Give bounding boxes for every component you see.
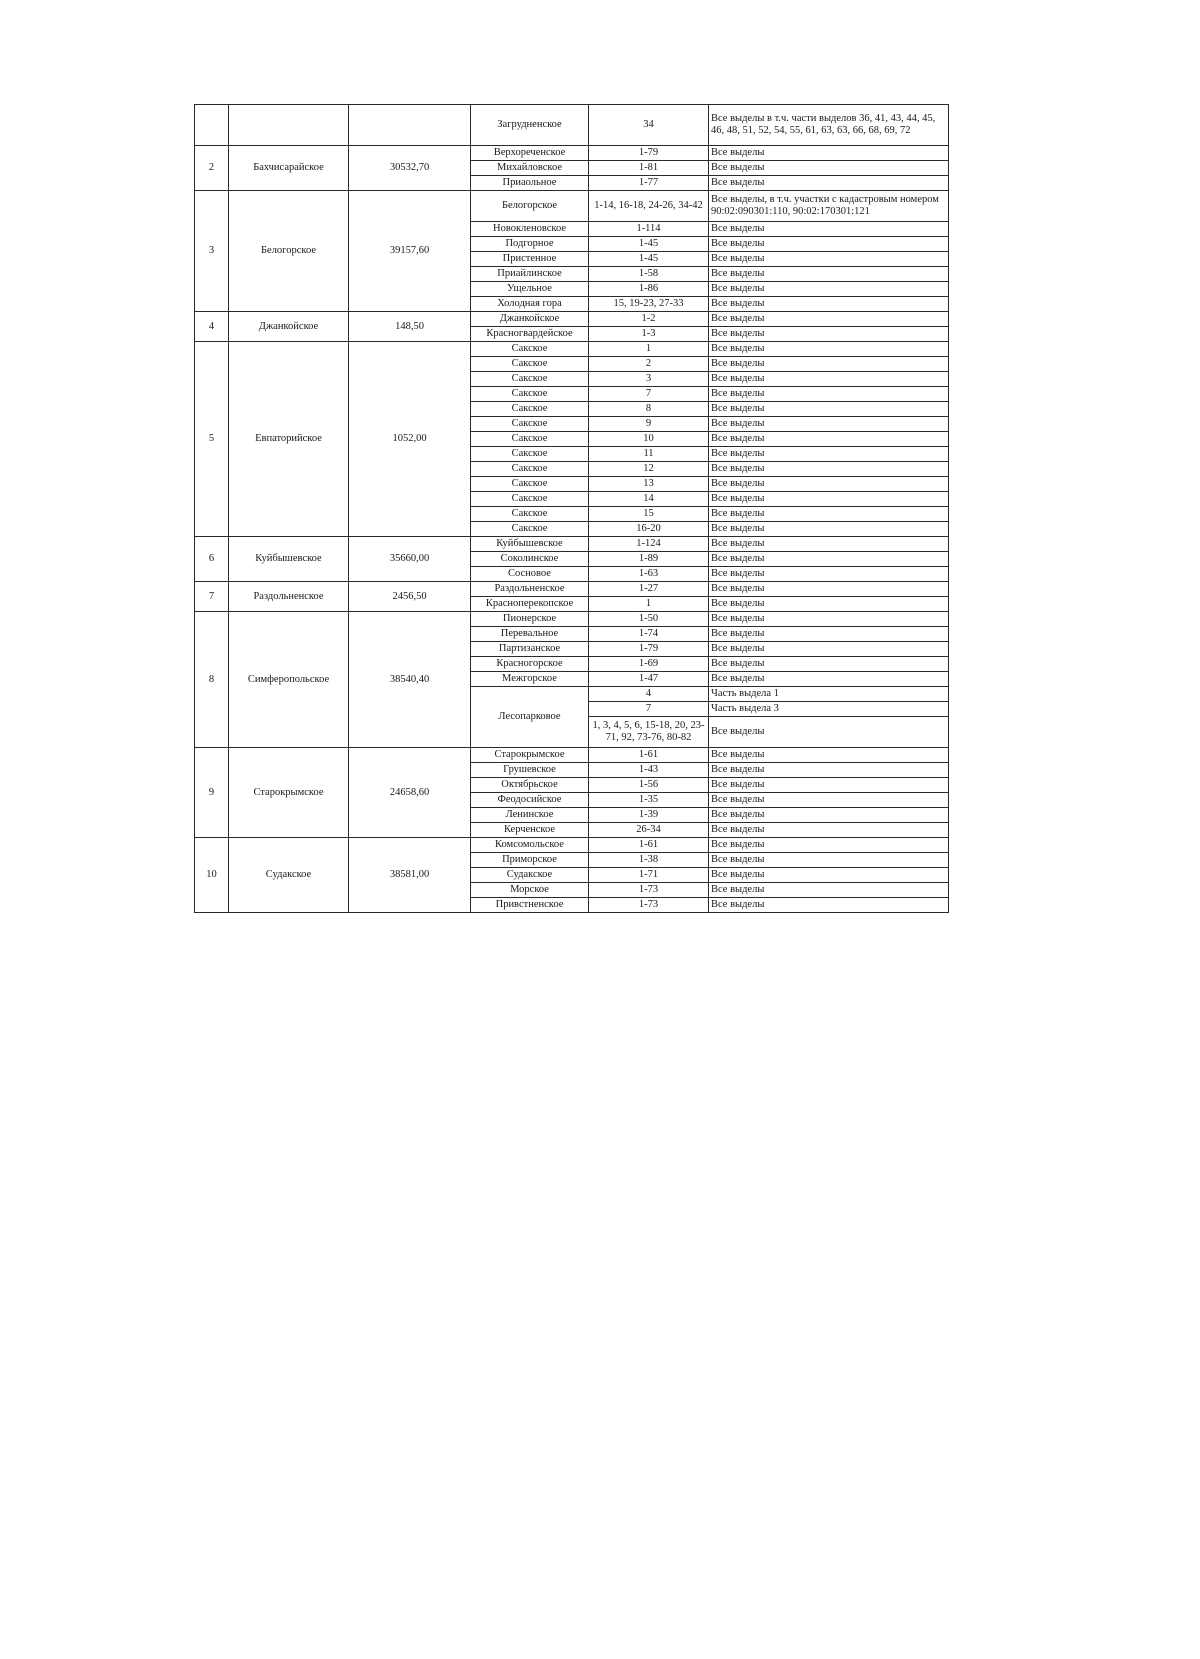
sections: Все выделы <box>709 282 949 297</box>
sections: Все выделы <box>709 672 949 687</box>
district-name: Судакское <box>229 838 349 913</box>
forestry-name: Холодная гора <box>471 297 589 312</box>
block-numbers: 11 <box>589 447 709 462</box>
forestry-name: Сосновое <box>471 567 589 582</box>
block-numbers: 1-39 <box>589 808 709 823</box>
sections: Все выделы <box>709 657 949 672</box>
sections: Все выделы <box>709 642 949 657</box>
forestry-name: Куйбышевское <box>471 537 589 552</box>
forestry-name: Краснoперекопское <box>471 597 589 612</box>
table-row <box>195 612 949 627</box>
sections: Все выделы <box>709 342 949 357</box>
forestry-name: Феодосийское <box>471 793 589 808</box>
sections: Все выделы <box>709 507 949 522</box>
sections: Все выделы <box>709 763 949 778</box>
district-area <box>349 105 471 146</box>
district-area: 148,50 <box>349 312 471 342</box>
district-area: 2456,50 <box>349 582 471 612</box>
forestry-name: Ущельное <box>471 282 589 297</box>
forestry-name: Новокленовское <box>471 222 589 237</box>
sections: Часть выдела 3 <box>709 702 949 717</box>
block-numbers: 1-77 <box>589 176 709 191</box>
forestry-name: Судакское <box>471 868 589 883</box>
table-row <box>195 838 949 853</box>
table-row <box>195 342 949 357</box>
block-numbers: 1, 3, 4, 5, 6, 15-18, 20, 23-71, 92, 73-76, 80-82 <box>589 717 709 748</box>
sections: Все выделы <box>709 267 949 282</box>
block-numbers: 1-61 <box>589 748 709 763</box>
district-area: 39157,60 <box>349 191 471 312</box>
block-numbers: 1-73 <box>589 883 709 898</box>
table-row <box>195 146 949 161</box>
sections: Все выделы <box>709 432 949 447</box>
forestry-name: Пионерское <box>471 612 589 627</box>
district-number: 3 <box>195 191 229 312</box>
forestry-name: Белогорское <box>471 191 589 222</box>
block-numbers: 1-79 <box>589 146 709 161</box>
table-row <box>195 537 949 552</box>
forestry-name: Ленинское <box>471 808 589 823</box>
forestry-name: Сакское <box>471 372 589 387</box>
forestry-name: Сакское <box>471 522 589 537</box>
sections: Все выделы <box>709 522 949 537</box>
table-row <box>195 191 949 222</box>
district-number: 7 <box>195 582 229 612</box>
sections: Все выделы в т.ч. части выделов 36, 41, 43, 44, 45, 46, 48, 51, 52, 54, 55, 61, 63, 63, 66, 68, 69, 72 <box>709 105 949 146</box>
sections: Все выделы <box>709 312 949 327</box>
sections: Все выделы <box>709 252 949 267</box>
district-number: 6 <box>195 537 229 582</box>
sections: Все выделы <box>709 883 949 898</box>
forestry-name: Морское <box>471 883 589 898</box>
block-numbers: 1-114 <box>589 222 709 237</box>
block-numbers: 1-50 <box>589 612 709 627</box>
sections: Все выделы <box>709 222 949 237</box>
block-numbers: 8 <box>589 402 709 417</box>
forestry-name: Сакское <box>471 462 589 477</box>
block-numbers: 4 <box>589 687 709 702</box>
sections: Все выделы <box>709 297 949 312</box>
block-numbers: 1-47 <box>589 672 709 687</box>
district-number: 2 <box>195 146 229 191</box>
sections: Все выделы <box>709 793 949 808</box>
sections: Все выделы <box>709 627 949 642</box>
sections: Все выделы <box>709 417 949 432</box>
forestry-name: Пристенное <box>471 252 589 267</box>
block-numbers: 1-73 <box>589 898 709 913</box>
district-area: 38581,00 <box>349 838 471 913</box>
forestry-name: Сакское <box>471 507 589 522</box>
block-numbers: 1-56 <box>589 778 709 793</box>
forestry-name: Михайловское <box>471 161 589 176</box>
sections: Все выделы <box>709 582 949 597</box>
table-row <box>195 748 949 763</box>
forestry-name: Приайлинское <box>471 267 589 282</box>
forestry-name: Приморское <box>471 853 589 868</box>
block-numbers: 15, 19-23, 27-33 <box>589 297 709 312</box>
district-area: 35660,00 <box>349 537 471 582</box>
forestry-name: Лесопарковое <box>471 687 589 748</box>
forestry-name: Приаольное <box>471 176 589 191</box>
block-numbers: 1-38 <box>589 853 709 868</box>
forestry-name: Верхореченское <box>471 146 589 161</box>
forestry-name: Керченское <box>471 823 589 838</box>
table-row <box>195 582 949 597</box>
district-name: Симферопольское <box>229 612 349 748</box>
district-name: Белогорское <box>229 191 349 312</box>
block-numbers: 26-34 <box>589 823 709 838</box>
sections: Все выделы <box>709 537 949 552</box>
district-area: 30532,70 <box>349 146 471 191</box>
forestry-name: Красногвардейское <box>471 327 589 342</box>
block-numbers: 1-74 <box>589 627 709 642</box>
block-numbers: 1-58 <box>589 267 709 282</box>
block-numbers: 1-81 <box>589 161 709 176</box>
district-number: 10 <box>195 838 229 913</box>
district-name: Бахчисарайское <box>229 146 349 191</box>
district-number: 8 <box>195 612 229 748</box>
block-numbers: 2 <box>589 357 709 372</box>
sections: Все выделы <box>709 853 949 868</box>
block-numbers: 1-63 <box>589 567 709 582</box>
district-name: Старокрымское <box>229 748 349 838</box>
sections: Все выделы <box>709 898 949 913</box>
forestry-name: Соколинское <box>471 552 589 567</box>
sections: Все выделы <box>709 372 949 387</box>
table-row <box>195 105 949 146</box>
sections: Все выделы <box>709 462 949 477</box>
block-numbers: 1-45 <box>589 252 709 267</box>
district-area: 38540,40 <box>349 612 471 748</box>
district-area: 1052,00 <box>349 342 471 537</box>
sections: Все выделы <box>709 612 949 627</box>
sections: Все выделы <box>709 552 949 567</box>
district-name: Евпаторийское <box>229 342 349 537</box>
district-name: Джанкойское <box>229 312 349 342</box>
forestry-name: Сакское <box>471 492 589 507</box>
forestry-name: Подгорное <box>471 237 589 252</box>
sections: Все выделы <box>709 808 949 823</box>
district-number: 4 <box>195 312 229 342</box>
forestry-name: Сакское <box>471 402 589 417</box>
block-numbers: 1-61 <box>589 838 709 853</box>
forestry-name: Сакское <box>471 357 589 372</box>
sections: Все выделы <box>709 838 949 853</box>
sections: Все выделы <box>709 823 949 838</box>
sections: Все выделы, в т.ч. участки с кадастровым номером 90:02:090301:110, 90:02:170301:121 <box>709 191 949 222</box>
forestry-name: Межгорское <box>471 672 589 687</box>
sections: Все выделы <box>709 447 949 462</box>
sections: Все выделы <box>709 492 949 507</box>
block-numbers: 7 <box>589 702 709 717</box>
forestry-name: Грушевское <box>471 763 589 778</box>
sections: Все выделы <box>709 146 949 161</box>
table-body <box>195 105 949 913</box>
sections: Все выделы <box>709 161 949 176</box>
block-numbers: 1 <box>589 342 709 357</box>
forestry-name: Сакское <box>471 477 589 492</box>
sections: Все выделы <box>709 778 949 793</box>
block-numbers: 1-27 <box>589 582 709 597</box>
forestry-name: Перевальное <box>471 627 589 642</box>
forestry-name: Привстненское <box>471 898 589 913</box>
district-number: 9 <box>195 748 229 838</box>
block-numbers: 14 <box>589 492 709 507</box>
block-numbers: 12 <box>589 462 709 477</box>
block-numbers: 1-45 <box>589 237 709 252</box>
district-number <box>195 105 229 146</box>
forest-areas-table <box>194 104 949 913</box>
block-numbers: 1-69 <box>589 657 709 672</box>
block-numbers: 7 <box>589 387 709 402</box>
forestry-name: Старокрымское <box>471 748 589 763</box>
block-numbers: 1-35 <box>589 793 709 808</box>
sections: Все выделы <box>709 477 949 492</box>
block-numbers: 1-43 <box>589 763 709 778</box>
block-numbers: 1 <box>589 597 709 612</box>
block-numbers: 10 <box>589 432 709 447</box>
block-numbers: 15 <box>589 507 709 522</box>
sections: Часть выдела 1 <box>709 687 949 702</box>
block-numbers: 1-14, 16-18, 24-26, 34-42 <box>589 191 709 222</box>
block-numbers: 3 <box>589 372 709 387</box>
block-numbers: 1-89 <box>589 552 709 567</box>
sections: Все выделы <box>709 567 949 582</box>
forestry-name: Партизанское <box>471 642 589 657</box>
block-numbers: 34 <box>589 105 709 146</box>
block-numbers: 1-124 <box>589 537 709 552</box>
forestry-name: Джанкойское <box>471 312 589 327</box>
forestry-name: Загрудненское <box>471 105 589 146</box>
sections: Все выделы <box>709 717 949 748</box>
forestry-name: Комсомольское <box>471 838 589 853</box>
forestry-name: Сакское <box>471 447 589 462</box>
block-numbers: 1-2 <box>589 312 709 327</box>
block-numbers: 16-20 <box>589 522 709 537</box>
district-name: Раздольненское <box>229 582 349 612</box>
block-numbers: 1-3 <box>589 327 709 342</box>
sections: Все выделы <box>709 237 949 252</box>
sections: Все выделы <box>709 748 949 763</box>
sections: Все выделы <box>709 402 949 417</box>
forestry-name: Октябрьское <box>471 778 589 793</box>
block-numbers: 13 <box>589 477 709 492</box>
forestry-name: Сакское <box>471 342 589 357</box>
sections: Все выделы <box>709 387 949 402</box>
sections: Все выделы <box>709 868 949 883</box>
sections: Все выделы <box>709 327 949 342</box>
forestry-name: Раздольненское <box>471 582 589 597</box>
sections: Все выделы <box>709 597 949 612</box>
district-area: 24658,60 <box>349 748 471 838</box>
district-name <box>229 105 349 146</box>
block-numbers: 1-79 <box>589 642 709 657</box>
sections: Все выделы <box>709 357 949 372</box>
block-numbers: 1-71 <box>589 868 709 883</box>
forestry-name: Сакское <box>471 417 589 432</box>
block-numbers: 1-86 <box>589 282 709 297</box>
forestry-name: Сакское <box>471 432 589 447</box>
forestry-name: Красногорское <box>471 657 589 672</box>
district-number: 5 <box>195 342 229 537</box>
table-row <box>195 312 949 327</box>
block-numbers: 9 <box>589 417 709 432</box>
district-name: Куйбышевское <box>229 537 349 582</box>
sections: Все выделы <box>709 176 949 191</box>
forestry-name: Сакское <box>471 387 589 402</box>
